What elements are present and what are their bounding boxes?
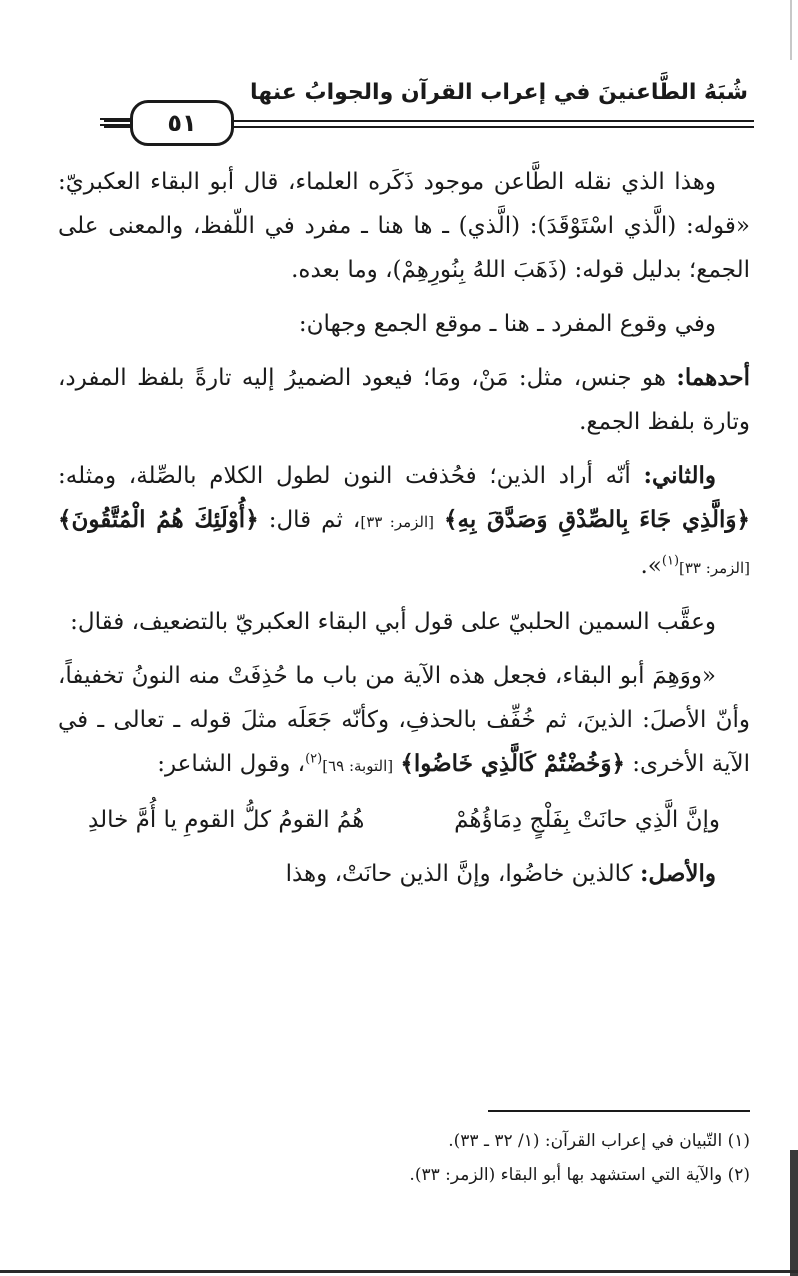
verse-reference: [الزمر: ٣٣] [679,559,750,577]
second-reason-text: أنّه أراد الذين؛ فحُذفت النون لطول الكلام بالصِّلة، ومثله: [58,463,644,489]
verse-reference: [الزمر: ٣٣] [360,513,435,531]
scan-bottom-edge [0,1270,798,1273]
paragraph-6 [58,654,750,788]
poetry-hemistich-second: هُمُ القومُ كلُّ القومِ يا أُمَّ خالدِ [88,807,365,833]
origin-text: كالذين خاضُوا، وإنَّ الذين حانَتْ، وهذا [285,861,640,887]
second-reason-continuation: ، ثم قال: [258,507,361,533]
first-reason-label: أحدهما: [676,364,750,391]
poetry-hemistich-first: وإنَّ الَّذِي حانَتْ بِفَلْجٍ دِمَاؤُهُمْ [454,807,720,833]
footnote-1: (١) التّبيان في إعراب القرآن: (١/ ٣٢ ـ ٣٣). [448,1131,750,1151]
quran-verse: ﴿أُوْلَئِكَ هُمُ الْمُتَّقُونَ﴾ [58,506,259,533]
page-number-badge: ٥١ [130,100,234,146]
first-reason-text: هو جنس، مثل: مَنْ، ومَا؛ فيعود الضميرُ إليه تارةً بلفظ المفرد، وتارة بلفظ الجمع. [58,365,750,435]
footnotes [50,1124,750,1192]
main-text [58,160,750,906]
scan-edge-mark [790,0,792,60]
quote-close: ». [640,553,662,579]
paragraph-2: وفي وقوع المفرد ـ هنا ـ موقع الجمع وجهان: [298,311,716,337]
footnote-marker: (٢) [305,751,323,767]
footnote-2: (٢) والآية التي استشهد بها أبو البقاء (الزمر: ٣٣). [409,1165,750,1185]
second-reason-label: والثاني: [643,462,716,489]
badge-rule-top [100,118,132,120]
quran-verse: ﴿وَخُضْتُمْ كَالَّذِي خَاضُوا﴾ [400,750,625,777]
poetry-verse [58,798,750,842]
quotation-continuation: ، وقول الشاعر: [157,751,306,777]
quran-verse: ﴿وَالَّذِي جَاءَ بِالصِّدْقِ وَصَدَّقَ بِهِ﴾ [444,506,751,533]
paragraph-4 [58,454,750,590]
verse-reference: [التوبة: ٦٩] [322,757,394,775]
footnote-separator [488,1110,750,1112]
paragraph-7 [58,852,750,896]
paragraph-5: وعقَّب السمين الحلبيّ على قول أبي البقاء العكبريّ بالتضعيف، فقال: [70,609,716,635]
origin-label: والأصل: [639,860,716,887]
badge-rule-bottom [100,124,132,126]
quotation-text: «ووَهِمَ أبو البقاء، فجعل هذه الآية من باب ما حُذِفَتْ منه النونُ تخفيفاً، وأنّ الأصلَ: الذينَ، ثم خُفِّف بالحذفِ، وكأنّه جَعَلَه مثلَ قوله ـ تعالى ـ في الآية الأخرى: [58,663,750,777]
scan-edge-bar [790,1150,798,1276]
paragraph-1: وهذا الذي نقله الطَّاعن موجود ذَكَره العلماء، قال أبو البقاء العكبريّ: «قوله: (الَّذي اسْتَوْقَدَ): (الَّذي) ـ ها هنا ـ مفرد في اللّفظ، والمعنى على الجمع؛ بدليل قوله: (ذَهَبَ اللهُ بِنُورِهِمْ)، وما بعده. [58,169,750,283]
paragraph-3 [58,356,750,444]
footnote-marker: (١) [661,553,680,569]
running-title: شُبَهُ الطَّاعنينَ في إعراب القرآن والجوابُ عنها [250,80,748,105]
